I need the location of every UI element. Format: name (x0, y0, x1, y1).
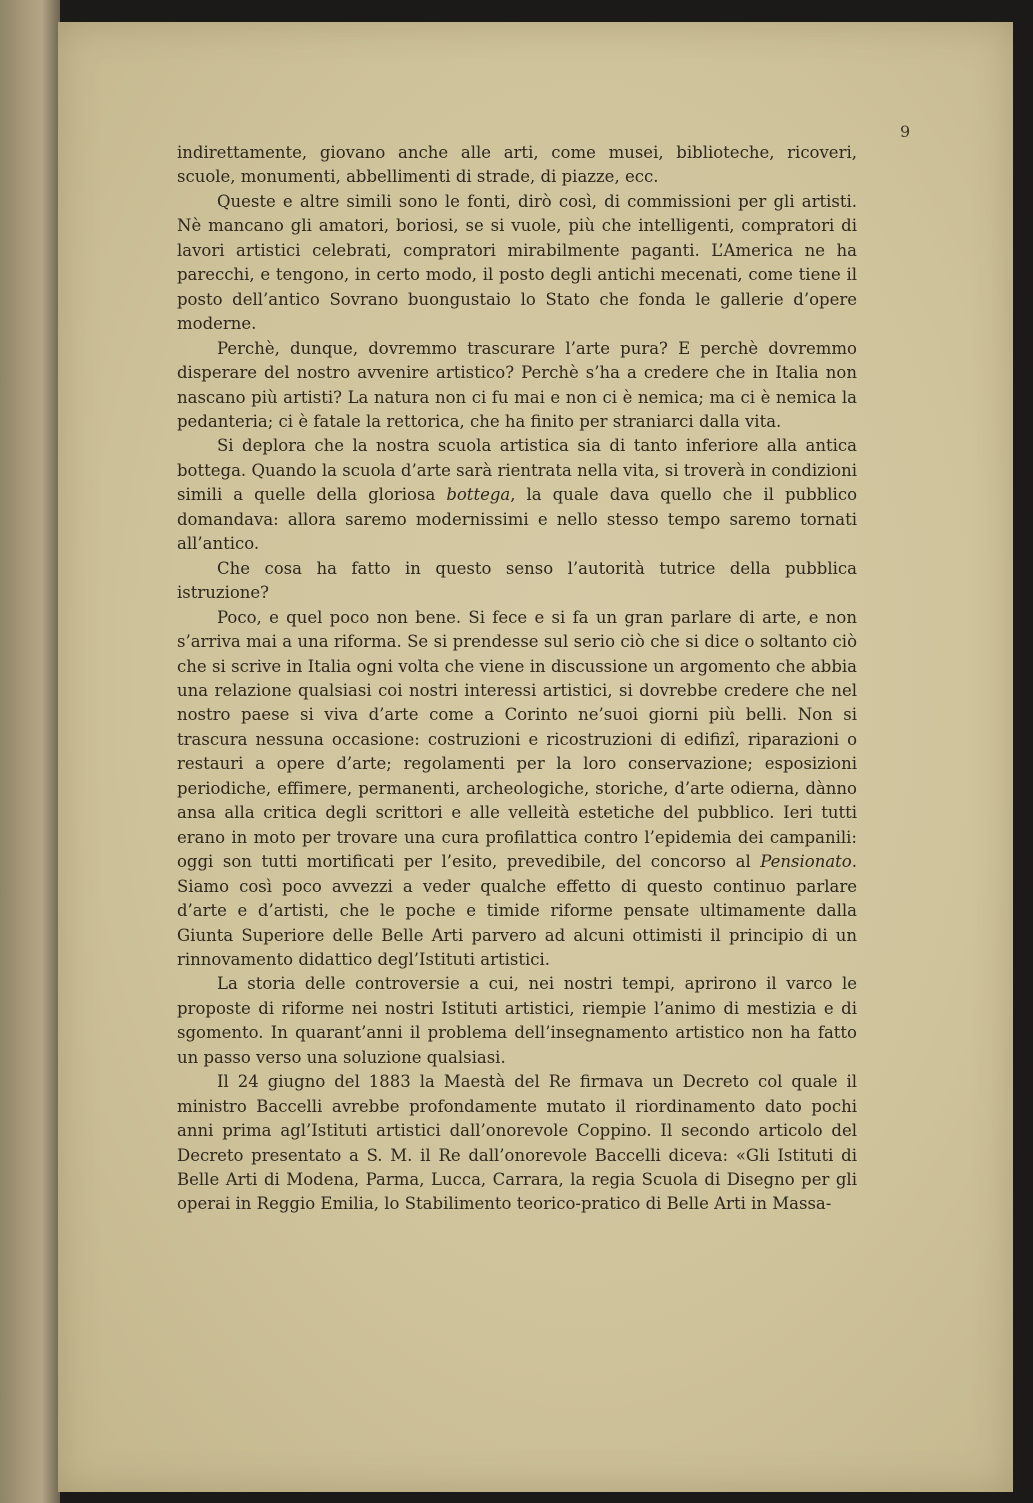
page-number: 9 (900, 122, 911, 141)
paragraph-text: , la quale dava quello che il pubblico domandava: allora saremo modernissimi e nello stesso tempo saremo tornati all’antico. (177, 485, 858, 554)
paragraph-text: Perchè, dunque, dovremmo trascurare l’arte pura? E perchè dovremmo disperare del nostro avvenire artistico? Perchè s’ha a credere che in Italia non nascano più artisti? La natura non ci fu mai e non ci è nemica; ma ci è nemica la pedanteria; ci è fatale la rettorica, che ha finito per straniarci dalla vita. (177, 338, 857, 431)
paragraph-8 (177, 1070, 857, 1217)
paragraph-text: Si deplora che la nostra scuola artistica sia di tanto inferiore alla antica bottega. Quando la scuola d’arte sarà rientrata nella vita, si troverà in condizioni simili a quelle della gloriosa (177, 436, 857, 505)
paragraph-text: La storia delle controversie a cui, nei nostri tempi, aprirono il varco le proposte di riforme nei nostri Istituti artistici, riempie l’animo di mestizia e di sgomento. In quarant’anni il problema dell’insegnamento artistico non ha fatto un passo verso una soluzione qualsiasi. (177, 974, 857, 1067)
paragraph-text: Che cosa ha fatto in questo senso l’autorità tutrice della pubblica istruzione? (177, 558, 857, 603)
paragraph-3 (177, 337, 857, 435)
paragraph-4 (177, 434, 857, 556)
paragraph-1 (177, 141, 857, 190)
paragraph-text: Queste e altre simili sono le fonti, dirò così, di commissioni per gli artisti. Nè mancano gli amatori, boriosi, se si vuole, più che intelligenti, compratori di lavori artistici celebrati, compratori mirabilmente paganti. L’America ne ha parecchi, e tengono, in certo modo, il posto degli antichi mecenati, come tiene il posto dell’antico Sovrano buongustaio lo Stato che fonda le gallerie d’opere moderne. (177, 191, 857, 334)
body-text (177, 141, 857, 1217)
paragraph-text: Il 24 giugno del 1883 la Maestà del Re firmava un Decreto col quale il ministro Baccelli avrebbe profondamente mutato il riordinamento dato pochi anni prima agl’Istituti artistici dall’onorevole Coppino. Il secondo articolo del Decreto presentato a S. M. il Re dall’onorevole Baccelli diceva: «Gli Istituti di Belle Arti di Modena, Parma, Lucca, Carrara, la regia Scuola di Disegno per gli operai in Reggio Emilia, lo Stabilimento teorico-pratico di Belle Arti in Massa- (177, 1072, 857, 1214)
italic-word-pensionato: Pensionato (760, 852, 852, 872)
paragraph-7 (177, 972, 857, 1070)
paragraph-text: . Siamo così poco avvezzi a veder qualche effetto di questo continuo parlare d’arte e d’artisti, che le poche e timide riforme pensate ultimamente dalla Giunta Superiore delle Belle Arti parvero ad alcuni ottimisti il principio di un rinnovamento didattico degl’Istituti artistici. (177, 852, 857, 969)
paragraph-5 (177, 557, 857, 606)
paragraph-2 (177, 190, 857, 337)
book-binding-edge (0, 0, 60, 1503)
italic-word-bottega: bottega (446, 485, 511, 505)
paragraph-6 (177, 606, 857, 973)
paragraph-text: Poco, e quel poco non bene. Si fece e si fa un gran parlare di arte, e non s’arriva mai a una riforma. Se si prendesse sul serio ciò che si dice o soltanto ciò che si scrive in Italia ogni volta che viene in discussione un argomento che abbia una relazione qualsiasi coi nostri interessi artistici, si dovrebbe credere che nel nostro paese si viva d’arte come a Corinto ne’suoi giorni più belli. Non si trascura nessuna occasione: costruzioni e ricostruzioni di edifizî, riparazioni o restauri a opere d’arte; regolamenti per la loro conservazione; esposizioni periodiche, effimere, permanenti, archeologiche, storiche, d’arte odierna, dànno ansa alla critica degli scrittori e alle velleità estetiche del pubblico. Ieri tutti erano in moto per trovare una cura profilattica contro l’epidemia dei campanili: oggi son tutti mortificati per l’esito, prevedibile, del concorso al (177, 607, 857, 872)
paragraph-text: indirettamente, giovano anche alle arti, come musei, biblioteche, ricoveri, scuole, monumenti, abbellimenti di strade, di piazze, ecc. (177, 143, 857, 187)
